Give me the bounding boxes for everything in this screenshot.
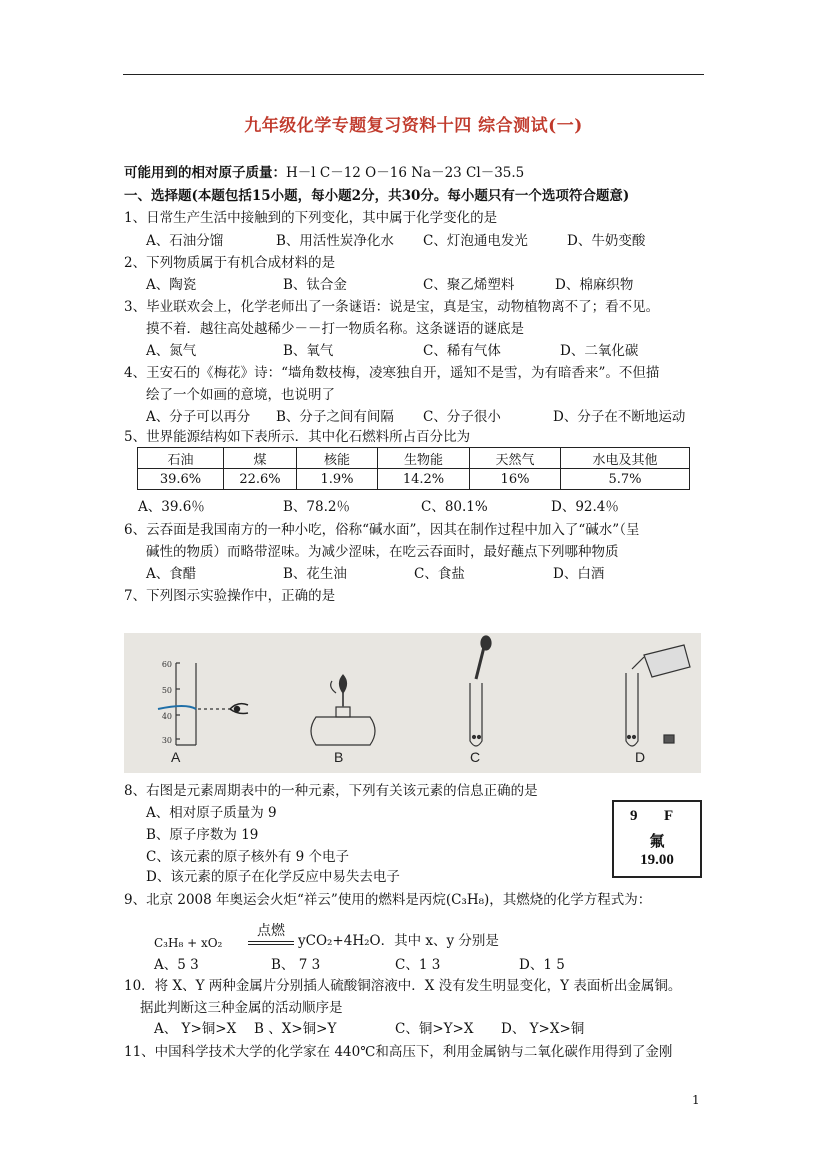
q3-options bbox=[146, 342, 706, 360]
q5-stem: 5、世界能源结构如下表所示．其中化石燃料所占百分比为 bbox=[124, 429, 471, 445]
q10-option-a: A、 Y>铜>X bbox=[154, 1021, 237, 1037]
element-symbol: F bbox=[664, 808, 674, 824]
q4-option-d: D、分子在不断地运动 bbox=[553, 409, 686, 425]
scale-mark: 30 bbox=[161, 736, 172, 745]
atomic-mass-values: H－l C－12 O－16 Na－23 Cl－35.5 bbox=[286, 165, 525, 181]
reaction-arrow-line bbox=[248, 941, 294, 942]
q4-stem-line2: 绘了一个如画的意境，也说明了 bbox=[146, 387, 335, 403]
scale-mark: 60 bbox=[161, 660, 172, 669]
q6-option-a: A、食醋 bbox=[146, 566, 197, 582]
q5-options bbox=[138, 498, 698, 516]
page-title: 九年级化学专题复习资料十四 综合测试(一) bbox=[244, 116, 583, 136]
lab-figure-drawing bbox=[124, 633, 701, 773]
header-rule bbox=[123, 74, 704, 75]
q2-stem: 2、下列物质属于有机合成材料的是 bbox=[124, 255, 336, 271]
table-header-row bbox=[138, 448, 690, 469]
test-tube-dropper-icon bbox=[470, 636, 491, 746]
table-header-cell: 核能 bbox=[297, 448, 378, 469]
q6-stem-line1: 6、云吞面是我国南方的一种小吃，俗称“碱水面”，因其在制作过程中加入了“碱水”（呈 bbox=[124, 522, 640, 538]
q4-option-b: B、分子之间有间隔 bbox=[276, 409, 394, 425]
atomic-mass-label: 可能用到的相对原子质量： bbox=[124, 165, 286, 181]
q2-options bbox=[146, 276, 706, 294]
alcohol-lamp-icon bbox=[311, 675, 375, 745]
q6-stem-line2: 碱性的物质）而略带涩味。为减少涩味，在吃云吞面时，最好蘸点下列哪种物质 bbox=[146, 544, 619, 560]
q4-options bbox=[146, 408, 706, 426]
figure-label-c: C bbox=[470, 749, 481, 765]
page-number: 1 bbox=[692, 1093, 700, 1107]
q8-option-c: C、该元素的原子核外有 9 个电子 bbox=[146, 849, 350, 865]
q8-option-a: A、相对原子质量为 9 bbox=[146, 805, 277, 821]
q1-option-d: D、牛奶变酸 bbox=[567, 233, 646, 249]
q10-option-d: D、 Y>X>铜 bbox=[501, 1021, 585, 1037]
q9-equation-right: yCO₂+4H₂O．其中 x、y 分别是 bbox=[298, 933, 499, 949]
figure-label-a: A bbox=[171, 749, 181, 765]
q2-option-d: D、棉麻织物 bbox=[555, 277, 634, 293]
table-cell: 5.7% bbox=[561, 469, 690, 490]
q1-option-a: A、石油分馏 bbox=[146, 233, 224, 249]
q9-options bbox=[154, 956, 674, 974]
table-header-cell: 天然气 bbox=[470, 448, 561, 469]
figure-label-b: B bbox=[334, 749, 344, 765]
table-header-cell: 水电及其他 bbox=[561, 448, 690, 469]
q3-option-b: B、氧气 bbox=[283, 343, 334, 359]
atomic-mass-line bbox=[124, 164, 524, 182]
q1-options bbox=[146, 232, 706, 250]
table-cell: 39.6% bbox=[138, 469, 224, 490]
graduated-cylinder-icon bbox=[158, 663, 234, 745]
q10-stem-line1: 10．将 X、Y 两种金属片分别插人硫酸铜溶液中．X 没有发生明显变化，Y 表面析出金属铜。 bbox=[124, 978, 682, 994]
element-name: 氟 bbox=[649, 834, 665, 850]
q8-stem: 8、右图是元素周期表中的一种元素，下列有关该元素的信息正确的是 bbox=[124, 783, 538, 799]
table-row bbox=[138, 469, 690, 490]
q2-option-b: B、钛合金 bbox=[283, 277, 347, 293]
q10-options bbox=[154, 1020, 674, 1038]
q2-option-c: C、聚乙烯塑料 bbox=[423, 277, 515, 293]
q5-option-d: D、92.4％ bbox=[551, 499, 619, 515]
q5-option-a: A、39.6％ bbox=[138, 499, 205, 515]
q9-equation-left: C₃H₈ + xO₂ bbox=[154, 936, 223, 950]
figure-label-d: D bbox=[635, 749, 646, 765]
energy-structure-table bbox=[137, 447, 690, 490]
q1-option-b: B、用活性炭净化水 bbox=[276, 233, 394, 249]
table-cell: 22.6% bbox=[224, 469, 297, 490]
q11-stem: 11、中国科学技术大学的化学家在 440℃和高压下，利用金属钠与二氧化碳作用得到了金刚 bbox=[124, 1044, 673, 1060]
q3-stem-line2: 摸不着．越往高处越稀少－－打一物质名称。这条谜语的谜底是 bbox=[146, 321, 524, 337]
q6-option-d: D、白酒 bbox=[553, 566, 605, 582]
scale-mark: 50 bbox=[161, 686, 172, 695]
q3-stem-line1: 3、毕业联欢会上，化学老师出了一条谜语：说是宝，真是宝，动物植物离不了；看不见。 bbox=[124, 299, 660, 315]
periodic-element-card bbox=[612, 800, 702, 878]
table-cell: 1.9% bbox=[297, 469, 378, 490]
eye-icon bbox=[230, 704, 248, 714]
q2-option-a: A、陶瓷 bbox=[146, 277, 197, 293]
q10-stem-line2: 据此判断这三种金属的活动顺序是 bbox=[140, 1000, 343, 1016]
q7-stem: 7、下列图示实验操作中，正确的是 bbox=[124, 588, 336, 604]
q9-option-b: B、 7 3 bbox=[271, 957, 321, 973]
q9-stem: 9、北京 2008 年奥运会火炬“祥云”使用的燃料是丙烷(C₃H₈)，其燃烧的化学方程式为： bbox=[124, 892, 652, 908]
q9-option-a: A、5 3 bbox=[154, 957, 199, 973]
table-header-cell: 煤 bbox=[224, 448, 297, 469]
q8-option-d: D、该元素的原子在化学反应中易失去电子 bbox=[146, 869, 400, 885]
q8-option-b: B、原子序数为 19 bbox=[146, 827, 259, 843]
table-header-cell: 石油 bbox=[138, 448, 224, 469]
lab-operations-figure bbox=[124, 633, 701, 773]
q5-option-b: B、78.2％ bbox=[283, 499, 350, 515]
q9-reaction-condition: 点燃 bbox=[257, 923, 285, 939]
q1-option-c: C、灯泡通电发光 bbox=[423, 233, 528, 249]
q3-option-a: A、氮气 bbox=[146, 343, 197, 359]
element-mass: 19.00 bbox=[640, 852, 674, 868]
q4-option-c: C、分子很小 bbox=[423, 409, 501, 425]
q10-option-b: B 、X>铜>Y bbox=[254, 1021, 337, 1037]
element-number: 9 bbox=[630, 808, 638, 824]
reaction-arrow-line bbox=[248, 944, 294, 945]
q5-option-c: C、80.1% bbox=[421, 499, 488, 515]
table-header-cell: 生物能 bbox=[378, 448, 470, 469]
pouring-bottle-icon bbox=[626, 645, 690, 746]
table-cell: 14.2% bbox=[378, 469, 470, 490]
table-cell: 16% bbox=[470, 469, 561, 490]
section1-header: 一、选择题(本题包括15小题，每小题2分，共30分。每小题只有一个选项符合题意) bbox=[124, 188, 630, 204]
q6-options bbox=[146, 565, 706, 583]
q9-option-d: D、1 5 bbox=[519, 957, 565, 973]
q1-stem: 1、日常生产生活中接触到的下列变化，其中属于化学变化的是 bbox=[124, 210, 498, 226]
q6-option-c: C、食盐 bbox=[414, 566, 465, 582]
q9-option-c: C、1 3 bbox=[395, 957, 441, 973]
q10-option-c: C、铜>Y>X bbox=[395, 1021, 474, 1037]
scale-mark: 40 bbox=[161, 712, 172, 721]
q4-option-a: A、分子可以再分 bbox=[146, 409, 251, 425]
q4-stem-line1: 4、王安石的《梅花》诗：“墙角数枝梅，凌寒独自开，遥知不是雪，为有暗香来”。不但描 bbox=[124, 365, 660, 381]
q3-option-d: D、二氧化碳 bbox=[560, 343, 639, 359]
q3-option-c: C、稀有气体 bbox=[423, 343, 501, 359]
q6-option-b: B、花生油 bbox=[283, 566, 347, 582]
